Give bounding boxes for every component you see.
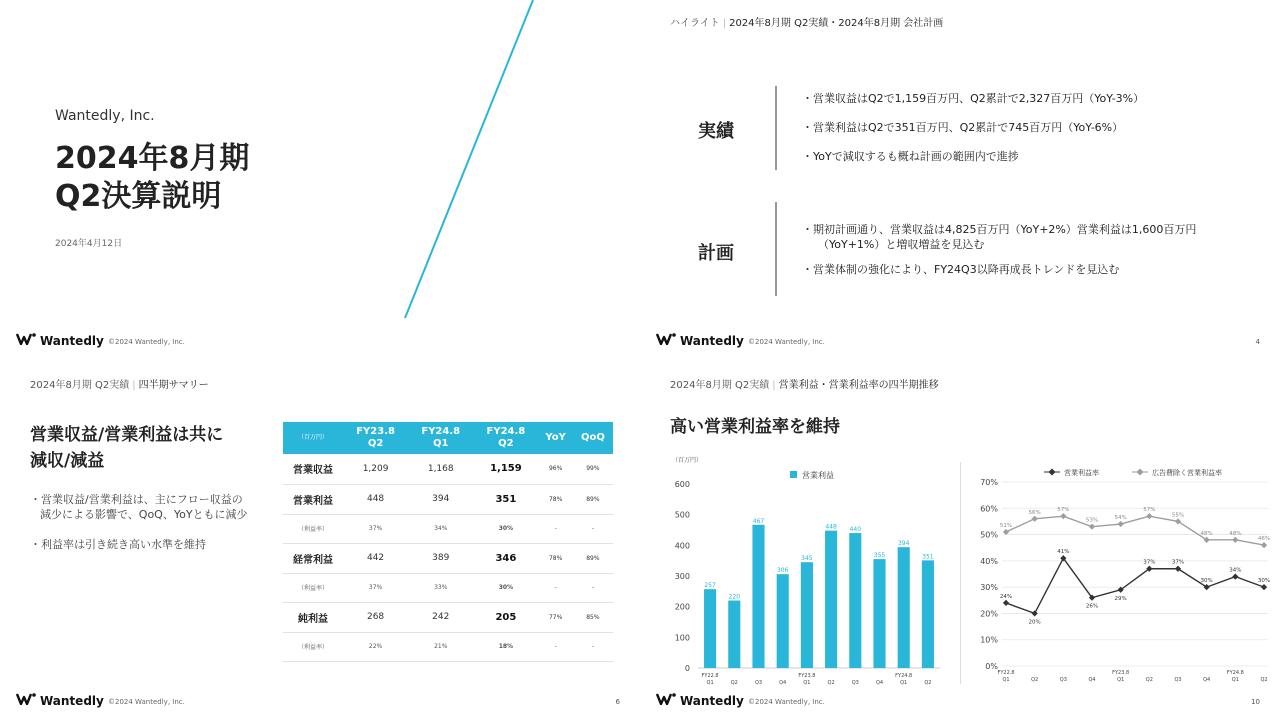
data-label: 30% — [1200, 578, 1213, 585]
cover-date: 2024年4月12日 — [55, 239, 123, 249]
x-tick-label: Q2 — [1031, 677, 1039, 683]
bar — [922, 560, 934, 668]
table-row: （利益率） 37% 34% 30% - - — [283, 514, 613, 543]
wantedly-logo: Wantedly — [656, 333, 744, 348]
data-point — [1232, 574, 1238, 580]
y-axis-unit: （百万円） — [672, 457, 703, 464]
x-tick-label: Q1 — [803, 680, 811, 686]
breadcrumb: ハイライト | 2024年8月期 Q2実績・2024年8月期 会社計画 — [670, 18, 944, 29]
company-name: Wantedly, Inc. — [55, 108, 155, 124]
bar-value-label: 306 — [776, 567, 789, 575]
bar — [898, 547, 910, 668]
table-row: 営業利益 448 394 351 78% 89% — [283, 484, 613, 514]
x-year-label: FY24.8 — [895, 673, 913, 679]
wantedly-logo: Wantedly — [16, 333, 104, 348]
y-tick-label: 300 — [674, 572, 690, 581]
x-year-label: FY22.8 — [997, 670, 1015, 676]
plan-bullet-1: ・期初計画通り、営業収益は4,825百万円（YoY+2%）営業利益は1,600百万円 （YoY+1%）と増収増益を見込む — [802, 223, 1197, 251]
profit-trend-slide — [640, 360, 1280, 720]
legend-marker — [1136, 468, 1143, 475]
legend-swatch — [790, 471, 797, 478]
data-point — [1003, 600, 1009, 606]
x-tick-label: Q1 — [1117, 677, 1125, 683]
data-label: 20% — [1028, 619, 1041, 626]
data-label: 48% — [1200, 530, 1213, 537]
data-point — [1032, 610, 1038, 616]
bar-value-label: 257 — [704, 582, 716, 590]
results-bullet-3: ・YoYで減収するも概ね計画の範囲内で進捗 — [802, 150, 1019, 163]
bar — [801, 562, 813, 668]
data-point — [1003, 529, 1009, 535]
summary-bullet-1: ・営業収益/営業利益は、主にフロー収益の 減少による影響で、QoQ、YoYともに減少 — [30, 493, 248, 521]
x-tick-label: Q4 — [1203, 677, 1211, 683]
highlight-slide — [640, 0, 1280, 360]
legend-label: 広告費除く営業利益率 — [1152, 469, 1222, 477]
x-tick-label: Q1 — [900, 680, 908, 686]
table-col-header: FY24.8 Q1 — [408, 422, 473, 454]
legend-marker — [1048, 468, 1055, 475]
data-point — [1118, 521, 1124, 527]
wantedly-w-icon — [16, 333, 36, 348]
data-label: 54% — [1114, 515, 1127, 522]
trend-headline: 高い営業利益率を維持 — [670, 417, 840, 437]
bar — [752, 525, 764, 668]
results-label: 実績 — [698, 121, 734, 142]
bar-value-label: 394 — [897, 540, 910, 548]
y-tick-label: 500 — [674, 510, 690, 520]
x-tick-label: Q3 — [1059, 677, 1067, 683]
page-number: 4 — [1255, 338, 1260, 346]
operating-profit-bar-chart — [640, 450, 960, 690]
data-label: 24% — [999, 593, 1013, 600]
y-tick-label: 200 — [674, 602, 690, 612]
data-label: 34% — [1229, 567, 1242, 574]
y-tick-label: 50% — [980, 530, 998, 540]
page-number: 10 — [1251, 698, 1260, 706]
bar-value-label: 355 — [873, 552, 886, 560]
data-label: 51% — [999, 522, 1013, 529]
data-label: 55% — [1171, 512, 1185, 519]
x-tick-label: Q1 — [1231, 677, 1239, 683]
x-tick-label: Q1 — [1002, 677, 1010, 683]
summary-bullet-2: ・利益率は引き続き高い水準を維持 — [30, 538, 206, 551]
data-label: 57% — [1057, 507, 1070, 514]
copyright: ©2024 Wantedly, Inc. — [748, 698, 825, 706]
wantedly-w-icon — [16, 693, 36, 708]
y-tick-label: 600 — [674, 480, 690, 489]
results-bullet-1: ・営業収益はQ2で1,159百万円、Q2累計で2,327百万円（YoY-3%） — [802, 92, 1145, 105]
bar — [849, 533, 861, 668]
x-tick-label: Q3 — [754, 680, 763, 686]
x-tick-label: Q3 — [1174, 677, 1182, 683]
x-tick-label: Q4 — [875, 680, 884, 686]
x-tick-label: Q2 — [924, 680, 932, 686]
data-label: 53% — [1085, 517, 1099, 524]
summary-headline: 営業収益/営業利益は共に 減収/減益 — [30, 425, 224, 471]
bar-value-label: 448 — [825, 523, 837, 531]
x-tick-label: Q4 — [779, 680, 787, 686]
data-label: 30% — [1257, 578, 1271, 585]
series-line — [1006, 558, 1264, 613]
results-divider — [775, 86, 777, 170]
y-tick-label: 20% — [980, 609, 998, 619]
bar — [873, 559, 885, 668]
data-point — [1032, 516, 1038, 522]
x-year-label: FY23.8 — [798, 673, 816, 679]
bar — [777, 574, 789, 668]
y-tick-label: 70% — [980, 478, 998, 487]
data-point — [1089, 524, 1095, 530]
breadcrumb: 2024年8月期 Q2実績 | 営業利益・営業利益率の四半期推移 — [670, 380, 939, 391]
x-tick-label: Q2 — [730, 680, 738, 686]
operating-margin-line-chart — [962, 460, 1274, 688]
x-year-label: FY24.8 — [1226, 670, 1244, 676]
wantedly-logo: Wantedly — [656, 693, 744, 708]
table-col-header: YoY — [538, 422, 572, 454]
data-point — [1060, 513, 1066, 519]
data-point — [1146, 513, 1152, 519]
data-label: 41% — [1057, 549, 1070, 556]
wantedly-w-icon — [656, 693, 676, 708]
y-tick-label: 10% — [980, 635, 998, 645]
plan-label: 計画 — [698, 243, 734, 264]
y-tick-label: 0 — [684, 664, 690, 673]
bar — [704, 589, 716, 668]
breadcrumb: 2024年8月期 Q2実績 | 四半期サマリー — [30, 380, 209, 391]
table-col-header: FY24.8 Q2 — [473, 422, 538, 454]
y-tick-label: 100 — [674, 633, 690, 643]
data-point — [1232, 537, 1238, 543]
x-tick-label: Q2 — [1145, 677, 1153, 683]
data-label: 26% — [1085, 603, 1099, 610]
bar — [728, 601, 740, 668]
x-tick-label: Q4 — [1088, 677, 1096, 683]
wantedly-w-icon — [656, 333, 676, 348]
table-row: 営業収益 1,209 1,168 1,159 96% 99% — [283, 454, 613, 484]
data-point — [1261, 542, 1267, 548]
copyright: ©2024 Wantedly, Inc. — [108, 698, 185, 706]
results-bullet-2: ・営業利益はQ2で351百万円、Q2累計で745百万円（YoY-6%） — [802, 121, 1124, 134]
chart-divider — [960, 462, 961, 684]
table-row: 純利益 268 242 205 77% 85% — [283, 602, 613, 632]
bar-value-label: 220 — [728, 593, 741, 601]
bar-value-label: 345 — [801, 555, 813, 563]
data-label: 37% — [1143, 559, 1156, 566]
x-tick-label: Q2 — [1260, 677, 1268, 683]
table-row: （利益率） 37% 33% 30% - - — [283, 573, 613, 602]
x-tick-label: Q3 — [851, 680, 859, 686]
table-row: 経常利益 442 389 346 78% 89% — [283, 543, 613, 573]
y-tick-label: 30% — [980, 583, 998, 593]
legend-label: 営業利益率 — [1064, 469, 1099, 477]
plan-divider — [775, 202, 777, 296]
quarterly-summary-table — [283, 422, 613, 662]
data-label: 46% — [1257, 536, 1271, 543]
cover-title: 2024年8月期 Q2決算説明 — [55, 141, 250, 214]
wantedly-logo: Wantedly — [16, 693, 104, 708]
bar-value-label: 351 — [922, 553, 934, 561]
data-label: 29% — [1114, 595, 1127, 602]
summary-slide — [0, 360, 640, 720]
copyright: ©2024 Wantedly, Inc. — [748, 338, 825, 346]
cover-slide — [0, 0, 640, 360]
x-tick-label: Q2 — [827, 680, 835, 686]
bar-value-label: 467 — [752, 517, 765, 525]
page-number: 6 — [615, 698, 620, 706]
data-label: 48% — [1229, 530, 1242, 537]
x-tick-label: Q1 — [706, 680, 714, 686]
series-line — [1006, 516, 1264, 545]
x-year-label: FY22.8 — [701, 673, 719, 679]
table-row: （利益率） 22% 21% 18% - - — [283, 632, 613, 661]
bar — [825, 531, 837, 668]
copyright: ©2024 Wantedly, Inc. — [108, 338, 185, 346]
data-point — [1261, 584, 1267, 590]
table-col-header: QoQ — [573, 422, 613, 454]
table-col-header: FY23.8 Q2 — [343, 422, 408, 454]
table-header-row — [283, 422, 613, 454]
legend-label: 営業利益 — [802, 471, 834, 480]
x-year-label: FY23.8 — [1112, 670, 1130, 676]
y-tick-label: 0% — [985, 662, 998, 671]
data-label: 37% — [1171, 559, 1185, 566]
y-tick-label: 400 — [674, 541, 690, 551]
bar-value-label: 440 — [849, 526, 862, 534]
plan-bullet-2: ・営業体制の強化により、FY24Q3以降再成長トレンドを見込む — [802, 263, 1120, 276]
data-label: 56% — [1028, 509, 1041, 516]
y-tick-label: 60% — [980, 504, 998, 514]
table-unit: （百万円） — [283, 422, 343, 454]
y-tick-label: 40% — [980, 556, 998, 566]
data-label: 57% — [1143, 507, 1156, 514]
